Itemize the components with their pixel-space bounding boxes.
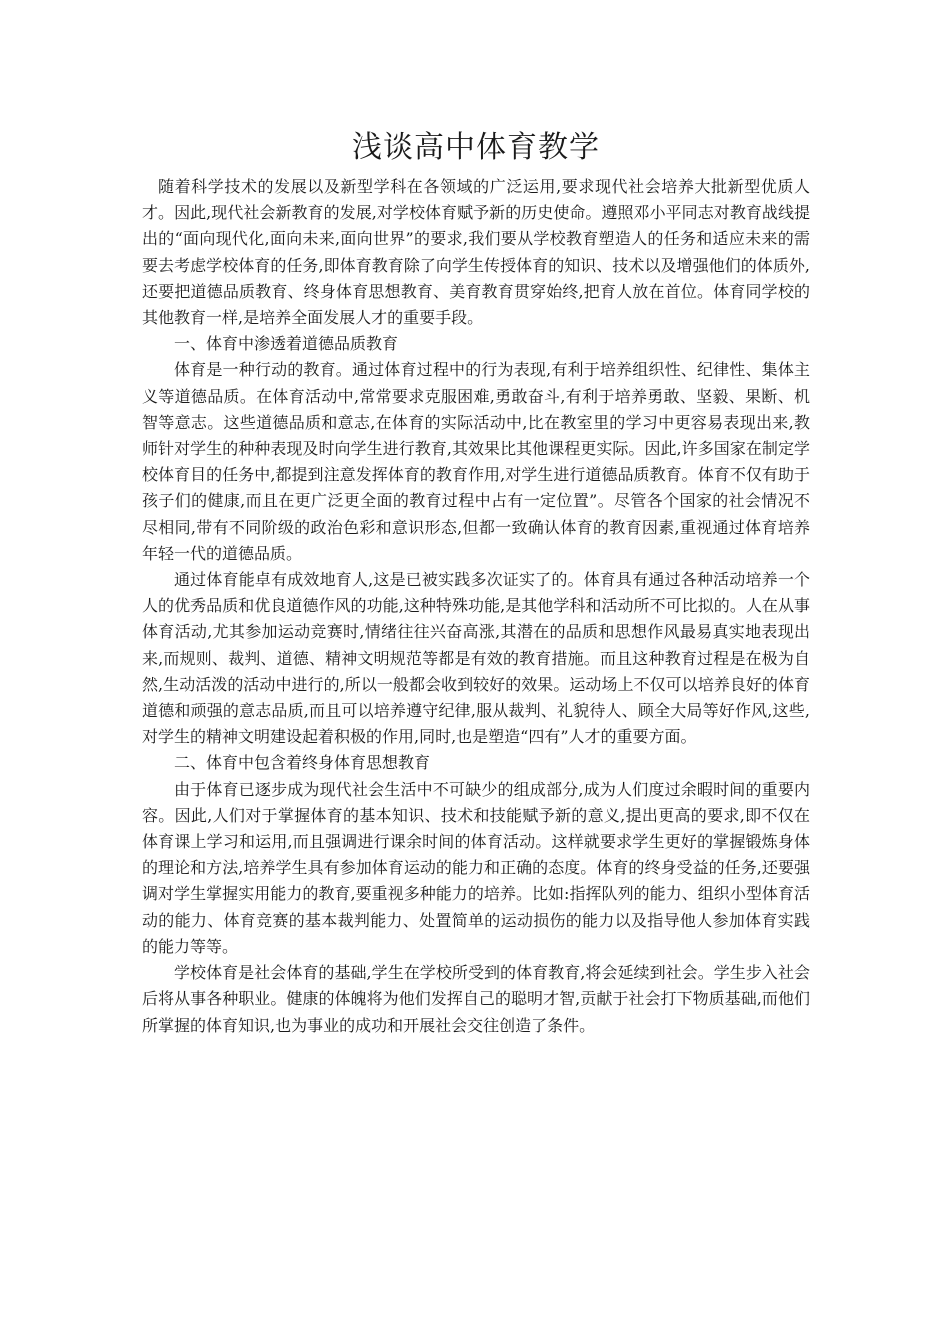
intro-paragraph: 随着科学技术的发展以及新型学科在各领域的广泛运用,要求现代社会培养大批新型优质人才。因此,现代社会新教育的发展,对学校体育赋予新的历史使命。遵照邓小平同志对教育战线提出的“面向现代化,面向未来,面向世界”的要求,我们要从学校教育塑造人的任务和适应未来的需要去考虑学校体育的任务,即体育教育除了向学生传授体育的知识、技术以及增强他们的体质外,还要把道德品质教育、终身体育思想教育、美育教育贯穿始终,把育人放在首位。体育同学校的其他教育一样,是培养全面发展人才的重要手段。: [142, 177, 810, 328]
document-page: [142, 128, 810, 1039]
section-1-paragraph-2: 通过体育能卓有成效地育人,这是已被实践多次证实了的。体育具有通过各种活动培养一个人的优秀品质和优良道德作风的功能,这种特殊功能,是其他学科和活动所不可比拟的。人在从事体育活动,尤其参加运动竞赛时,情绪往往兴奋高涨,其潜在的品质和思想作风最易真实地表现出来,而规则、裁判、道德、精神文明规范等都是有效的教育措施。而且这种教育过程是在极为自然,生动活泼的活动中进行的,所以一般都会收到较好的效果。运动场上不仅可以培养良好的体育道德和顽强的意志品质,而且可以培养遵守纪律,服从裁判、礼貌待人、顾全大局等好作风,这些,对学生的精神文明建设起着积极的作用,同时,也是塑造“四有”人才的重要方面。: [142, 570, 810, 747]
section-2-paragraph-1: 由于体育已逐步成为现代社会生活中不可缺少的组成部分,成为人们度过余暇时间的重要内容。因此,人们对于掌握体育的基本知识、技术和技能赋予新的意义,提出更高的要求,即不仅在体育课上学习和运用,而且强调进行课余时间的体育活动。这样就要求学生更好的掌握锻炼身体的理论和方法,培养学生具有参加体育运动的能力和正确的态度。体育的终身受益的任务,还要强调对学生掌握实用能力的教育,要重视多种能力的培养。比如:指挥队列的能力、组织小型体育活动的能力、体育竞赛的基本裁判能力、处置简单的运动损伤的能力以及指导他人参加体育实践的能力等等。: [142, 779, 810, 956]
section-2-paragraph-2: 学校体育是社会体育的基础,学生在学校所受到的体育教育,将会延续到社会。学生步入社会后将从事各种职业。健康的体魄将为他们发挥自己的聪明才智,贡献于社会打下物质基础,而他们所掌握的体育知识,也为事业的成功和开展社会交往创造了条件。: [142, 963, 810, 1035]
section-1-paragraph-1: 体育是一种行动的教育。通过体育过程中的行为表现,有利于培养组织性、纪律性、集体主义等道德品质。在体育活动中,常常要求克服困难,勇敢奋斗,有利于培养勇敢、坚毅、果断、机智等意志。这些道德品质和意志,在体育的实际活动中,比在教室里的学习中更容易表现出来,教师针对学生的种种表现及时向学生进行教育,其效果比其他课程更实际。因此,许多国家在制定学校体育目的任务中,都提到注意发挥体育的教育作用,对学生进行道德品质教育。体育不仅有助于孩子们的健康,而且在更广泛更全面的教育过程中占有一定位置”。尽管各个国家的社会情况不尽相同,带有不同阶级的政治色彩和意识形态,但都一致确认体育的教育因素,重视通过体育培养年轻一代的道德品质。: [142, 360, 810, 563]
document-title: 浅谈高中体育教学: [352, 130, 600, 165]
section-1-heading: 一、体育中渗透着道德品质教育: [174, 334, 399, 354]
section-2-heading: 二、体育中包含着终身体育思想教育: [174, 753, 431, 773]
